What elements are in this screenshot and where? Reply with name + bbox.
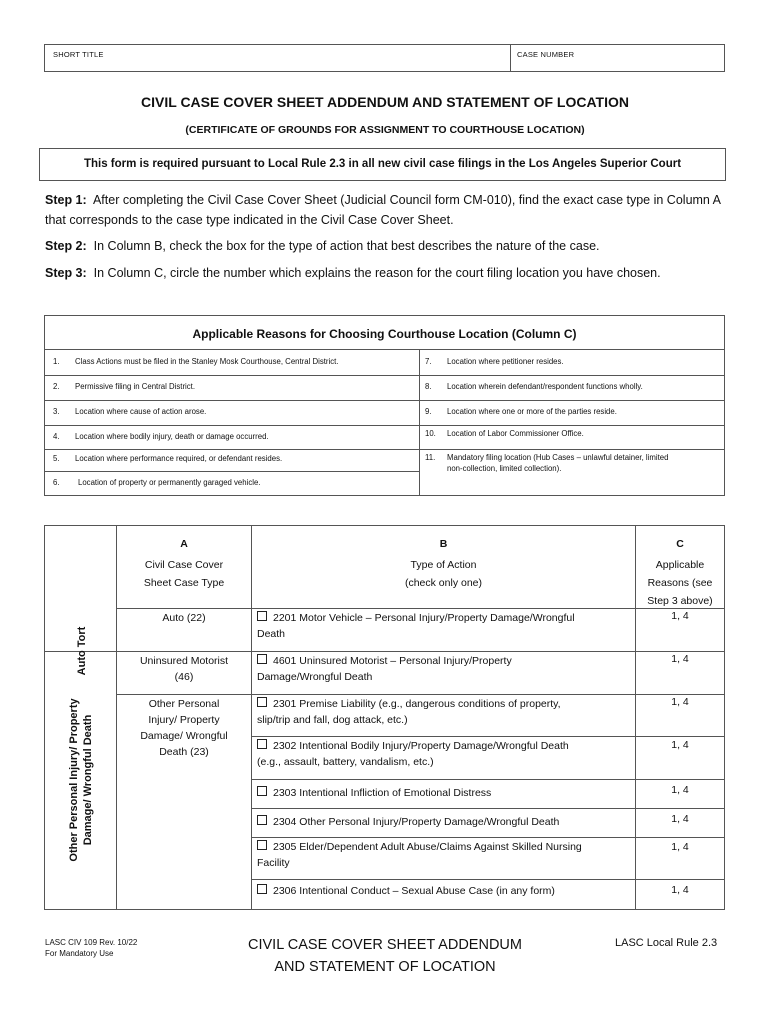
reason-text: Permissive filing in Central District.	[75, 382, 196, 391]
reason-codes[interactable]: 1, 4	[671, 813, 689, 825]
page-title: CIVIL CASE COVER SHEET ADDENDUM AND STATEMENT OF LOCATION	[141, 94, 629, 110]
header-box	[44, 44, 725, 72]
reason-number: 7.	[425, 357, 432, 366]
reasons-rule	[45, 449, 724, 450]
reason-text: Location where cause of action arose.	[75, 407, 207, 416]
reason-number: 11.	[425, 453, 436, 462]
reason-text: Location where one or more of the parties reside.	[447, 407, 617, 416]
action-label: 2305 Elder/Dependent Adult Abuse/Claims Against Skilled Nursing	[273, 841, 582, 853]
row-rule	[116, 608, 724, 609]
step-1	[45, 190, 735, 230]
action-label-cont: Death	[257, 628, 286, 640]
action-row	[257, 814, 632, 830]
action-row	[257, 839, 632, 871]
col-a-letter: A	[180, 538, 188, 550]
step-3-text: In Column C, circle the number which explains the reason for the court filing location you have chosen.	[93, 266, 661, 280]
reasons-rule	[45, 425, 724, 426]
reason-text: Location wherein defendant/respondent functions wholly.	[447, 382, 643, 391]
action-checkbox[interactable]	[257, 739, 267, 749]
row-rule	[116, 694, 724, 695]
reasons-divider	[419, 350, 420, 495]
case-type-auto	[117, 610, 251, 626]
form-id: LASC CIV 109 Rev. 10/22	[45, 938, 138, 947]
reason-number: 9.	[425, 407, 432, 416]
case-type-other-pi	[117, 696, 251, 760]
footer-title-line2: AND STATEMENT OF LOCATION	[274, 959, 496, 975]
action-checkbox[interactable]	[257, 815, 267, 825]
reason-number: 3.	[53, 407, 60, 416]
action-label-cont: (e.g., assault, battery, vandalism, etc.)	[257, 756, 434, 768]
reason-text: Mandatory filing location (Hub Cases – unlawful detainer, limited	[447, 453, 669, 462]
reason-text: Location of Labor Commissioner Office.	[447, 429, 584, 438]
case-type-line: Death (23)	[159, 746, 209, 758]
action-label: 2301 Premise Liability (e.g., dangerous conditions of property,	[273, 698, 561, 710]
action-row	[257, 738, 632, 770]
col-a-header	[117, 536, 251, 592]
action-checkbox[interactable]	[257, 884, 267, 894]
case-type-line: Auto (22)	[162, 612, 206, 624]
step-2-label: Step 2:	[45, 239, 87, 253]
action-row	[257, 653, 632, 685]
reason-text: Location where bodily injury, death or damage occurred.	[75, 432, 269, 441]
reason-codes[interactable]: 1, 4	[671, 841, 689, 853]
reason-text: Location where petitioner resides.	[447, 357, 564, 366]
reasons-table	[44, 315, 725, 496]
case-type-uninsured	[117, 653, 251, 685]
action-row	[257, 785, 632, 801]
action-label: 2302 Intentional Bodily Injury/Property Damage/Wrongful Death	[273, 740, 569, 752]
case-type-line: Uninsured Motorist	[139, 655, 229, 667]
case-type-line: (46)	[174, 671, 194, 683]
col-c-header	[636, 536, 724, 610]
action-label-cont: Facility	[257, 857, 290, 869]
row-rule	[251, 879, 724, 880]
reason-text: Class Actions must be filed in the Stanley Mosk Courthouse, Central District.	[75, 357, 339, 366]
group-label-auto-tort: Auto Tort	[76, 626, 88, 676]
reason-text-cont: non-collection, limited collection).	[447, 464, 562, 473]
row-rule	[251, 779, 724, 780]
reason-text: Location of property or permanently garaged vehicle.	[78, 478, 261, 487]
col-c-line3: Step 3 above)	[647, 595, 713, 607]
col-a-line2: Sheet Case Type	[143, 577, 225, 589]
reason-codes[interactable]: 1, 4	[671, 696, 689, 708]
case-number-label: CASE NUMBER	[517, 50, 575, 59]
reason-codes[interactable]: 1, 4	[671, 653, 689, 665]
col-c-line2: Reasons (see	[647, 577, 713, 589]
case-type-line: Injury/ Property	[148, 714, 220, 726]
col-b-letter: B	[439, 538, 448, 550]
col-b-line1: Type of Action	[410, 559, 477, 571]
reason-number: 1.	[53, 357, 60, 366]
col-a-line1: Civil Case Cover	[144, 559, 224, 571]
row-rule	[251, 808, 724, 809]
reason-number: 4.	[53, 432, 60, 441]
reason-codes[interactable]: 1, 4	[671, 610, 689, 622]
footer-title-line1: CIVIL CASE COVER SHEET ADDENDUM	[248, 937, 522, 953]
row-rule	[251, 837, 724, 838]
col-c-line1: Applicable	[655, 559, 705, 571]
reason-number: 8.	[425, 382, 432, 391]
reason-number: 10.	[425, 429, 436, 438]
action-checkbox[interactable]	[257, 697, 267, 707]
step-1-label: Step 1:	[45, 193, 87, 207]
col-b-header	[252, 536, 635, 592]
case-type-line: Other Personal	[148, 698, 220, 710]
reason-number: 6.	[53, 478, 60, 487]
reason-number: 2.	[53, 382, 60, 391]
action-checkbox[interactable]	[257, 611, 267, 621]
reasons-rule	[45, 400, 724, 401]
reason-text: Location where performance required, or defendant resides.	[75, 454, 283, 463]
action-checkbox[interactable]	[257, 786, 267, 796]
page-subtitle: (CERTIFICATE OF GROUNDS FOR ASSIGNMENT TO COURTHOUSE LOCATION)	[185, 124, 585, 136]
action-row	[257, 696, 632, 728]
short-title-label: SHORT TITLE	[53, 50, 104, 59]
step-1-text: After completing the Civil Case Cover Sheet (Judicial Council form CM-010), find the exact case type in Column A that corresponds to the case type indicated in the Civil Case Cover Sheet.	[45, 193, 721, 227]
mandatory-use: For Mandatory Use	[45, 949, 114, 958]
action-row	[257, 610, 632, 642]
header-divider	[510, 45, 511, 71]
action-label-cont: Damage/Wrongful Death	[257, 671, 373, 683]
action-label: 2306 Intentional Conduct – Sexual Abuse Case (in any form)	[273, 885, 555, 897]
reason-codes[interactable]: 1, 4	[671, 884, 689, 896]
step-3	[45, 263, 735, 283]
reasons-heading: Applicable Reasons for Choosing Courthouse Location (Column C)	[45, 316, 724, 350]
reason-number: 5.	[53, 454, 60, 463]
group-label-line1: Other Personal Injury/ Property	[68, 698, 80, 862]
action-label: 4601 Uninsured Motorist – Personal Injury/Property	[273, 655, 512, 667]
reason-codes[interactable]: 1, 4	[671, 739, 689, 751]
action-checkbox[interactable]	[257, 840, 267, 850]
group-label-line2: Damage/ Wrongful Death	[82, 714, 94, 846]
action-label-cont: slip/trip and fall, dog attack, etc.)	[257, 714, 408, 726]
reason-codes[interactable]: 1, 4	[671, 784, 689, 796]
step-2-text: In Column B, check the box for the type of action that best describes the nature of the case.	[93, 239, 600, 253]
action-label: 2201 Motor Vehicle – Personal Injury/Property Damage/Wrongful	[273, 612, 575, 624]
action-label: 2304 Other Personal Injury/Property Damage/Wrongful Death	[273, 816, 560, 828]
case-type-line: Damage/ Wrongful	[140, 730, 228, 742]
notice-box: This form is required pursuant to Local Rule 2.3 in all new civil case filings in the Los Angeles Superior Court	[39, 148, 726, 181]
step-2	[45, 236, 735, 256]
col-b-line2: (check only one)	[404, 577, 483, 589]
reasons-rule	[45, 471, 420, 472]
group-label-other-pi	[67, 680, 95, 880]
action-label: 2303 Intentional Infliction of Emotional Distress	[273, 787, 492, 799]
reasons-rule	[45, 375, 724, 376]
row-rule	[116, 651, 724, 652]
action-checkbox[interactable]	[257, 654, 267, 664]
action-row	[257, 883, 632, 899]
col-c-letter: C	[676, 538, 684, 550]
footer-rule: LASC Local Rule 2.3	[615, 937, 718, 949]
case-type-table	[44, 525, 725, 910]
step-3-label: Step 3:	[45, 266, 87, 280]
